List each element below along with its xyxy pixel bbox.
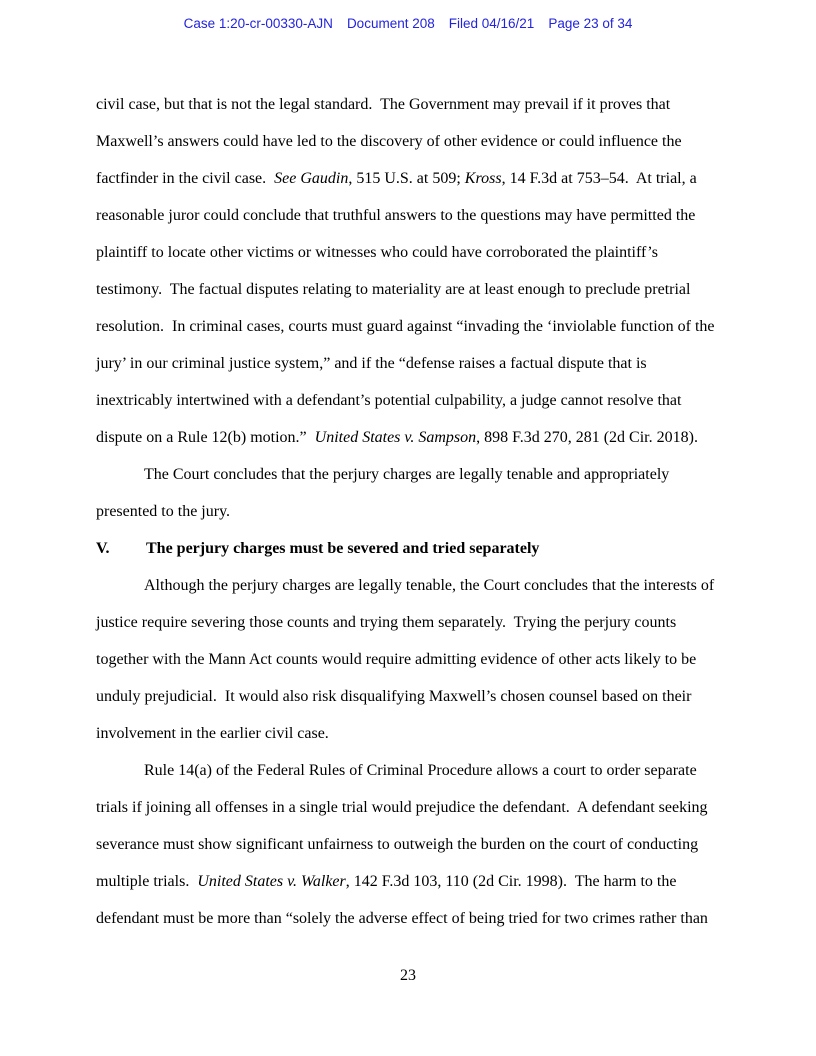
paragraph-text: , 898 F.3d 270, 281 (2d Cir. 2018). bbox=[476, 429, 698, 446]
paragraph-text: Although the perjury charges are legally tenable, the Court concludes that the interests of justice require severing those counts and trying them separately. Trying the perjury counts together with the Mann Act counts would require admitting evidence of other acts likely to be unduly prejudicial. It would also risk disqualifying Maxwell’s chosen counsel based on their involvement in the earlier civil case. bbox=[96, 577, 719, 742]
paragraph-text: , 515 U.S. at 509; bbox=[348, 170, 465, 187]
body-paragraph bbox=[96, 567, 720, 752]
case-header-stamp bbox=[0, 16, 816, 31]
citation-text: United States v. Sampson bbox=[314, 429, 477, 446]
body-paragraph bbox=[96, 752, 720, 937]
citation-text: See Gaudin bbox=[274, 170, 349, 187]
document-body bbox=[96, 86, 720, 937]
paragraph-text: Rule 14(a) of the Federal Rules of Criminal Procedure allows a court to order separate trials if joining all offenses in a single trial would prejudice the defendant. A defendant seeking severance must show significant unfairness to outweigh the burden on the court of conducting multiple trials. bbox=[96, 762, 712, 890]
section-heading bbox=[96, 530, 720, 567]
body-paragraph bbox=[96, 86, 720, 456]
stamp-filed-date: Filed 04/16/21 bbox=[448, 16, 535, 31]
paragraph-text: , 14 F.3d at 753–54. At trial, a reasonable juror could conclude that truthful answers to the questions may have permitted the plaintiff to locate other victims or witnesses who could have corroborated the plaintiff’s testimony. The factual disputes relating to materiality are at least enough to preclude pretrial resolution. In criminal cases, courts must guard against “invading the ‘inviolable function of the jury’ in our criminal justice system,” and if the “defense raises a factual dispute that is inextricably intertwined with a defendant’s potential culpability, a judge cannot resolve that dispute on a Rule 12(b) motion.” bbox=[96, 170, 719, 446]
paragraph-text: civil case, but that is not the legal standard. The Government may prevail if it proves that Maxwell’s answers could have led to the discovery of other evidence or could influence the factfinder in the civil case. bbox=[96, 96, 686, 187]
body-paragraph bbox=[96, 456, 720, 530]
citation-text: Kross bbox=[464, 170, 502, 187]
section-number: V. bbox=[96, 540, 110, 557]
paragraph-text: , 142 F.3d 103, 110 (2d Cir. 1998). The harm to the defendant must be more than “solely the adverse effect of being tried for two crimes rather than bbox=[96, 873, 708, 927]
stamp-page-count: Page 23 of 34 bbox=[548, 16, 633, 31]
page-number: 23 bbox=[400, 967, 416, 984]
stamp-case-number: Case 1:20-cr-00330-AJN bbox=[183, 16, 333, 31]
section-title: The perjury charges must be severed and tried separately bbox=[146, 540, 540, 557]
stamp-document-number: Document 208 bbox=[346, 16, 435, 31]
citation-text: United States v. Walker bbox=[197, 873, 346, 890]
paragraph-text: The Court concludes that the perjury charges are legally tenable and appropriately presented to the jury. bbox=[96, 466, 674, 520]
